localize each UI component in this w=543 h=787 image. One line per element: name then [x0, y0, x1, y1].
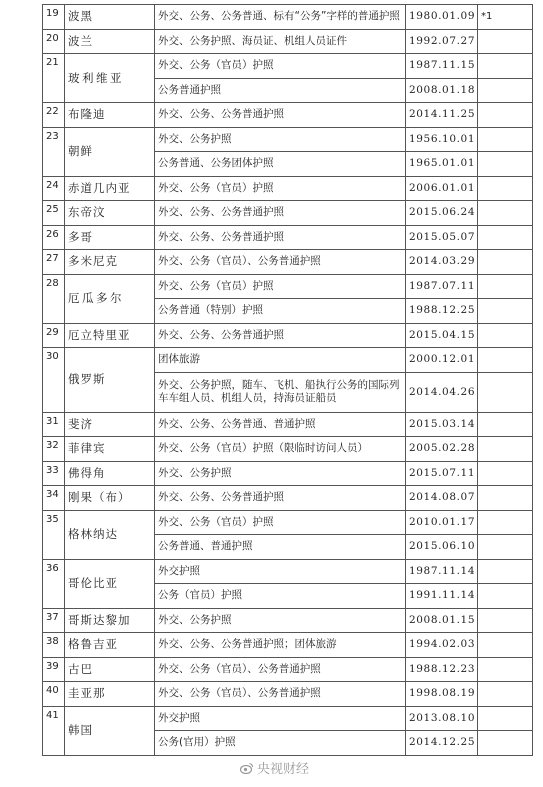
- country-name: 斐济: [65, 412, 155, 437]
- note: [478, 584, 533, 609]
- effective-date: 2014.08.07: [406, 486, 478, 511]
- passport-type: 外交、公务、公务普通、普通护照: [155, 412, 406, 437]
- effective-date: 2006.01.01: [406, 176, 478, 201]
- effective-date: 1980.01.09: [406, 5, 478, 30]
- table-row: [43, 323, 533, 348]
- table-row: [43, 103, 533, 128]
- country-name: 俄罗斯: [65, 348, 155, 413]
- country-name: 赤道几内亚: [65, 176, 155, 201]
- table-row: [43, 5, 533, 30]
- country-name: 圭亚那: [65, 682, 155, 707]
- note: [478, 682, 533, 707]
- passport-type: 外交、公务（官员）护照: [155, 54, 406, 79]
- table-row: [43, 486, 533, 511]
- effective-date: 1988.12.25: [406, 299, 478, 324]
- effective-date: 2015.04.15: [406, 323, 478, 348]
- country-name: 哥伦比亚: [65, 559, 155, 608]
- country-name: 韩国: [65, 706, 155, 755]
- note: [478, 225, 533, 250]
- table-row: [43, 348, 533, 373]
- effective-date: 2013.08.10: [406, 706, 478, 731]
- row-number: 27: [43, 250, 65, 275]
- table-row: [43, 201, 533, 226]
- note: [478, 657, 533, 682]
- effective-date: 2014.12.25: [406, 731, 478, 756]
- passport-type: 外交、公务、公务普通、标有“公务”字样的普通护照: [155, 5, 406, 30]
- effective-date: 1992.07.27: [406, 29, 478, 54]
- country-name: 厄瓜多尔: [65, 274, 155, 323]
- note: [478, 348, 533, 373]
- row-number: 28: [43, 274, 65, 323]
- table-row: [43, 461, 533, 486]
- passport-type: 外交、公务（官员）、公务普通护照: [155, 682, 406, 707]
- table-row: [43, 437, 533, 462]
- passport-type: 外交、公务护照: [155, 461, 406, 486]
- effective-date: 2015.05.07: [406, 225, 478, 250]
- table-row: [43, 657, 533, 682]
- passport-type: 外交、公务（官员）、公务普通护照: [155, 250, 406, 275]
- effective-date: 1991.11.14: [406, 584, 478, 609]
- note: [478, 608, 533, 633]
- passport-type: 外交、公务护照: [155, 127, 406, 152]
- effective-date: 1987.07.11: [406, 274, 478, 299]
- note: [478, 152, 533, 177]
- table-row: [43, 633, 533, 658]
- passport-type: 外交、公务（官员）护照（限临时访问人员）: [155, 437, 406, 462]
- effective-date: 2015.03.14: [406, 412, 478, 437]
- country-name: 古巴: [65, 657, 155, 682]
- note: [478, 372, 533, 412]
- note: [478, 510, 533, 535]
- row-number: 32: [43, 437, 65, 462]
- row-number: 25: [43, 201, 65, 226]
- country-name: 朝鲜: [65, 127, 155, 176]
- country-name: 多哥: [65, 225, 155, 250]
- row-number: 23: [43, 127, 65, 176]
- note: [478, 176, 533, 201]
- table-row: [43, 274, 533, 299]
- note: [478, 559, 533, 584]
- row-number: 33: [43, 461, 65, 486]
- effective-date: 1965.01.01: [406, 152, 478, 177]
- note: [478, 461, 533, 486]
- country-name: 厄立特里亚: [65, 323, 155, 348]
- country-name: 佛得角: [65, 461, 155, 486]
- document-page: [42, 4, 532, 756]
- table-row: [43, 706, 533, 731]
- table-row: [43, 250, 533, 275]
- effective-date: 1987.11.15: [406, 54, 478, 79]
- row-number: 19: [43, 5, 65, 30]
- effective-date: 2008.01.18: [406, 78, 478, 103]
- passport-type: 外交、公务护照，随车、飞机、船执行公务的国际列车车组人员、机组人员，持海员证船员: [155, 372, 406, 412]
- passport-type: 外交、公务、公务普通护照；团体旅游: [155, 633, 406, 658]
- country-name: 格鲁吉亚: [65, 633, 155, 658]
- note: [478, 78, 533, 103]
- note: [478, 274, 533, 299]
- table-row: [43, 176, 533, 201]
- passport-type: 外交、公务、公务普通护照: [155, 323, 406, 348]
- effective-date: 1988.12.23: [406, 657, 478, 682]
- effective-date: 1998.08.19: [406, 682, 478, 707]
- passport-type: 外交、公务、公务普通护照: [155, 225, 406, 250]
- passport-type: 公务普通、普通护照: [155, 535, 406, 560]
- row-number: 39: [43, 657, 65, 682]
- watermark: [240, 758, 309, 777]
- country-name: 波兰: [65, 29, 155, 54]
- effective-date: 2000.12.01: [406, 348, 478, 373]
- country-name: 东帝汶: [65, 201, 155, 226]
- passport-type: 公务普通护照: [155, 78, 406, 103]
- passport-type: 外交护照: [155, 706, 406, 731]
- country-name: 布隆迪: [65, 103, 155, 128]
- table-row: [43, 412, 533, 437]
- row-number: 36: [43, 559, 65, 608]
- note: [478, 437, 533, 462]
- note: [478, 299, 533, 324]
- row-number: 37: [43, 608, 65, 633]
- country-name: 菲律宾: [65, 437, 155, 462]
- table-row: [43, 510, 533, 535]
- row-number: 41: [43, 706, 65, 755]
- effective-date: 2014.04.26: [406, 372, 478, 412]
- effective-date: 2014.03.29: [406, 250, 478, 275]
- row-number: 40: [43, 682, 65, 707]
- country-name: 玻利维亚: [65, 54, 155, 103]
- note: [478, 54, 533, 79]
- row-number: 26: [43, 225, 65, 250]
- effective-date: 1987.11.14: [406, 559, 478, 584]
- note: [478, 412, 533, 437]
- note: [478, 323, 533, 348]
- effective-date: 2008.01.15: [406, 608, 478, 633]
- passport-type: 团体旅游: [155, 348, 406, 373]
- effective-date: 2005.02.28: [406, 437, 478, 462]
- passport-type: 公务(官用）护照: [155, 731, 406, 756]
- passport-type: 外交、公务护照: [155, 608, 406, 633]
- passport-type: 外交、公务、公务普通护照: [155, 201, 406, 226]
- row-number: 21: [43, 54, 65, 103]
- note: [478, 29, 533, 54]
- row-number: 20: [43, 29, 65, 54]
- table-row: [43, 54, 533, 79]
- passport-type: 外交护照: [155, 559, 406, 584]
- passport-type: 外交、公务护照、海员证、机组人员证件: [155, 29, 406, 54]
- table-row: [43, 127, 533, 152]
- row-number: 35: [43, 510, 65, 559]
- effective-date: 2015.07.11: [406, 461, 478, 486]
- country-name: 格林纳达: [65, 510, 155, 559]
- passport-type: 外交、公务（官员）护照: [155, 510, 406, 535]
- effective-date: 2014.11.25: [406, 103, 478, 128]
- table-row: [43, 29, 533, 54]
- visa-exemption-table: [42, 4, 533, 756]
- table-row: [43, 559, 533, 584]
- note: [478, 103, 533, 128]
- row-number: 31: [43, 412, 65, 437]
- passport-type: 外交、公务（官员）、公务普通护照: [155, 657, 406, 682]
- passport-type: 公务普通、公务团体护照: [155, 152, 406, 177]
- weibo-icon: [240, 762, 254, 774]
- passport-type: 公务（官员）护照: [155, 584, 406, 609]
- row-number: 30: [43, 348, 65, 413]
- table-row: [43, 608, 533, 633]
- note: [478, 535, 533, 560]
- row-number: 22: [43, 103, 65, 128]
- note: [478, 127, 533, 152]
- passport-type: 外交、公务、公务普通护照: [155, 486, 406, 511]
- note: [478, 731, 533, 756]
- row-number: 34: [43, 486, 65, 511]
- passport-type: 公务普通（特别）护照: [155, 299, 406, 324]
- note: [478, 706, 533, 731]
- table-row: [43, 682, 533, 707]
- country-name: 刚果（布）: [65, 486, 155, 511]
- row-number: 24: [43, 176, 65, 201]
- country-name: 多米尼克: [65, 250, 155, 275]
- watermark-text: 央视财经: [257, 762, 310, 777]
- row-number: 29: [43, 323, 65, 348]
- note: [478, 201, 533, 226]
- note: [478, 633, 533, 658]
- table-row: [43, 225, 533, 250]
- country-name: 哥斯达黎加: [65, 608, 155, 633]
- effective-date: 1956.10.01: [406, 127, 478, 152]
- effective-date: 2015.06.10: [406, 535, 478, 560]
- passport-type: 外交、公务、公务普通护照: [155, 103, 406, 128]
- note: *1: [478, 5, 533, 30]
- note: [478, 250, 533, 275]
- passport-type: 外交、公务（官员）护照: [155, 274, 406, 299]
- passport-type: 外交、公务（官员）护照: [155, 176, 406, 201]
- country-name: 波黑: [65, 5, 155, 30]
- effective-date: 2010.01.17: [406, 510, 478, 535]
- note: [478, 486, 533, 511]
- effective-date: 2015.06.24: [406, 201, 478, 226]
- effective-date: 1994.02.03: [406, 633, 478, 658]
- row-number: 38: [43, 633, 65, 658]
